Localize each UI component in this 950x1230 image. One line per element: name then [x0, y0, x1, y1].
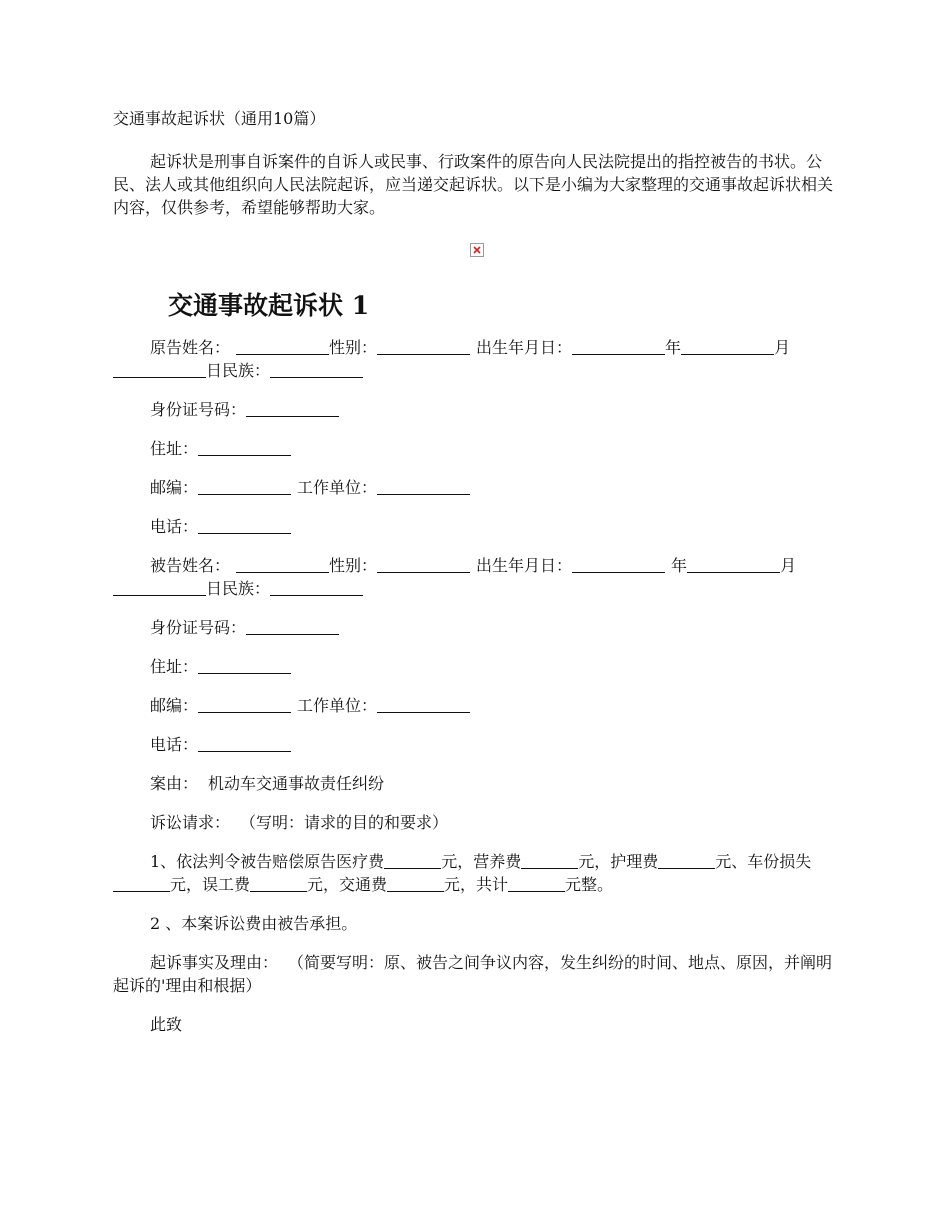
defendant-gender-blank[interactable]: [377, 555, 470, 573]
case-cause-value: 机动车交通事故责任纠纷: [208, 774, 385, 793]
facts-note: （简要写明：原、被告之间争议内容，发生纠纷的时间、地点、原因，并阐明起诉的'理由和根据）: [113, 953, 833, 995]
defendant-id-blank[interactable]: [246, 617, 339, 635]
plaintiff-basic-info: [113, 336, 840, 382]
plaintiff-phone-blank[interactable]: [198, 516, 291, 534]
defendant-month-label: 月: [780, 556, 797, 575]
total-amount-blank[interactable]: [508, 874, 565, 892]
defendant-work-label: 工作单位：: [297, 696, 378, 715]
plaintiff-address-blank[interactable]: [198, 438, 291, 456]
plaintiff-gender-blank[interactable]: [377, 337, 470, 355]
plaintiff-phone-label: 电话：: [150, 517, 199, 536]
defendant-name-blank[interactable]: [236, 555, 329, 573]
claim-2-paragraph: 2 、本案诉讼费由被告承担。: [150, 914, 358, 933]
medical-fee-blank[interactable]: [384, 851, 441, 869]
claim-1-prefix: 1、依法判令被告赔偿原告医疗费: [150, 852, 385, 871]
defendant-postcode-label: 邮编：: [150, 696, 199, 715]
plaintiff-gender-label: 性别：: [329, 338, 378, 357]
defendant-gender-label: 性别：: [329, 556, 378, 575]
intro-paragraph: 起诉状是刑事自诉案件的自诉人或民事、行政案件的原告向人民法院提出的指控被告的书状。公民、法人或其他组织向人民法院起诉，应当递交起诉状。以下是小编为大家整理的交通事故起诉状相关内容，仅供参考，希望能够帮助大家。: [113, 152, 834, 217]
plaintiff-address-line: [113, 437, 840, 460]
plaintiff-postcode-label: 邮编：: [150, 478, 199, 497]
defendant-postcode-line: [113, 694, 840, 717]
image-placeholder: [113, 242, 840, 264]
nutrition-fee-blank[interactable]: [521, 851, 578, 869]
case-cause-line: [113, 772, 840, 795]
defendant-work-blank[interactable]: [377, 695, 470, 713]
claim-1-unit-f: 元，共计: [444, 875, 509, 894]
defendant-basic-info: [113, 554, 840, 600]
nursing-fee-blank[interactable]: [658, 851, 715, 869]
defendant-year-label: 年: [671, 556, 688, 575]
defendant-name-label: 被告姓名：: [150, 556, 231, 575]
plaintiff-work-label: 工作单位：: [297, 478, 378, 497]
claim-1-unit-d: 元，误工费: [170, 875, 251, 894]
facts-label: 起诉事实及理由：: [150, 953, 279, 972]
closing-text: 此致: [150, 1015, 183, 1034]
claim-1-unit-a: 元，营养费: [441, 852, 522, 871]
claim-1-unit-e: 元，交通费: [307, 875, 388, 894]
defendant-ethnic-blank[interactable]: [270, 578, 363, 596]
lost-work-fee-blank[interactable]: [250, 874, 307, 892]
claims-note: （写明：请求的目的和要求）: [240, 813, 449, 832]
claim-1-unit-b: 元，护理费: [578, 852, 659, 871]
case-cause-label: 案由：: [150, 774, 199, 793]
defendant-postcode-blank[interactable]: [198, 695, 291, 713]
vehicle-loss-blank[interactable]: [113, 874, 170, 892]
defendant-address-blank[interactable]: [198, 656, 291, 674]
defendant-day-ethnic-label: 日民族：: [206, 579, 271, 598]
document-title: 交通事故起诉状（通用10篇）: [113, 109, 326, 128]
defendant-phone-line: [113, 733, 840, 756]
defendant-phone-blank[interactable]: [198, 734, 291, 752]
defendant-address-label: 住址：: [150, 657, 199, 676]
plaintiff-year-label: 年: [665, 338, 682, 357]
plaintiff-phone-line: [113, 515, 840, 538]
plaintiff-id-label: 身份证号码：: [150, 400, 247, 419]
plaintiff-birth-year-blank[interactable]: [572, 337, 665, 355]
broken-image-icon: [470, 243, 484, 257]
plaintiff-work-blank[interactable]: [377, 477, 470, 495]
defendant-birth-month-blank[interactable]: [687, 555, 780, 573]
plaintiff-postcode-blank[interactable]: [198, 477, 291, 495]
plaintiff-name-label: 原告姓名：: [150, 338, 231, 357]
section-title: 交通事故起诉状 1: [168, 291, 370, 320]
plaintiff-birth-day-blank[interactable]: [113, 360, 206, 378]
defendant-phone-label: 电话：: [150, 735, 199, 754]
defendant-id-line: [113, 616, 840, 639]
claim-1-suffix: 元整。: [565, 875, 614, 894]
plaintiff-birth-month-blank[interactable]: [681, 337, 774, 355]
defendant-address-line: [113, 655, 840, 678]
defendant-birth-day-blank[interactable]: [113, 578, 206, 596]
claim-1-paragraph: [113, 850, 840, 896]
plaintiff-name-blank[interactable]: [236, 337, 329, 355]
document-page: [113, 107, 840, 1036]
plaintiff-id-line: [113, 398, 840, 421]
plaintiff-postcode-line: [113, 476, 840, 499]
transport-fee-blank[interactable]: [387, 874, 444, 892]
plaintiff-ethnic-blank[interactable]: [270, 360, 363, 378]
claims-label: 诉讼请求：: [150, 813, 231, 832]
claims-line: [113, 811, 840, 834]
defendant-birth-year-blank[interactable]: [572, 555, 665, 573]
plaintiff-address-label: 住址：: [150, 439, 199, 458]
defendant-id-label: 身份证号码：: [150, 618, 247, 637]
claim-1-unit-c: 元、车份损失: [715, 852, 812, 871]
plaintiff-birth-label: 出生年月日：: [476, 338, 573, 357]
facts-paragraph: [113, 951, 840, 997]
plaintiff-month-label: 月: [774, 338, 791, 357]
plaintiff-id-blank[interactable]: [246, 399, 339, 417]
plaintiff-day-ethnic-label: 日民族：: [206, 361, 271, 380]
defendant-birth-label: 出生年月日：: [476, 556, 573, 575]
